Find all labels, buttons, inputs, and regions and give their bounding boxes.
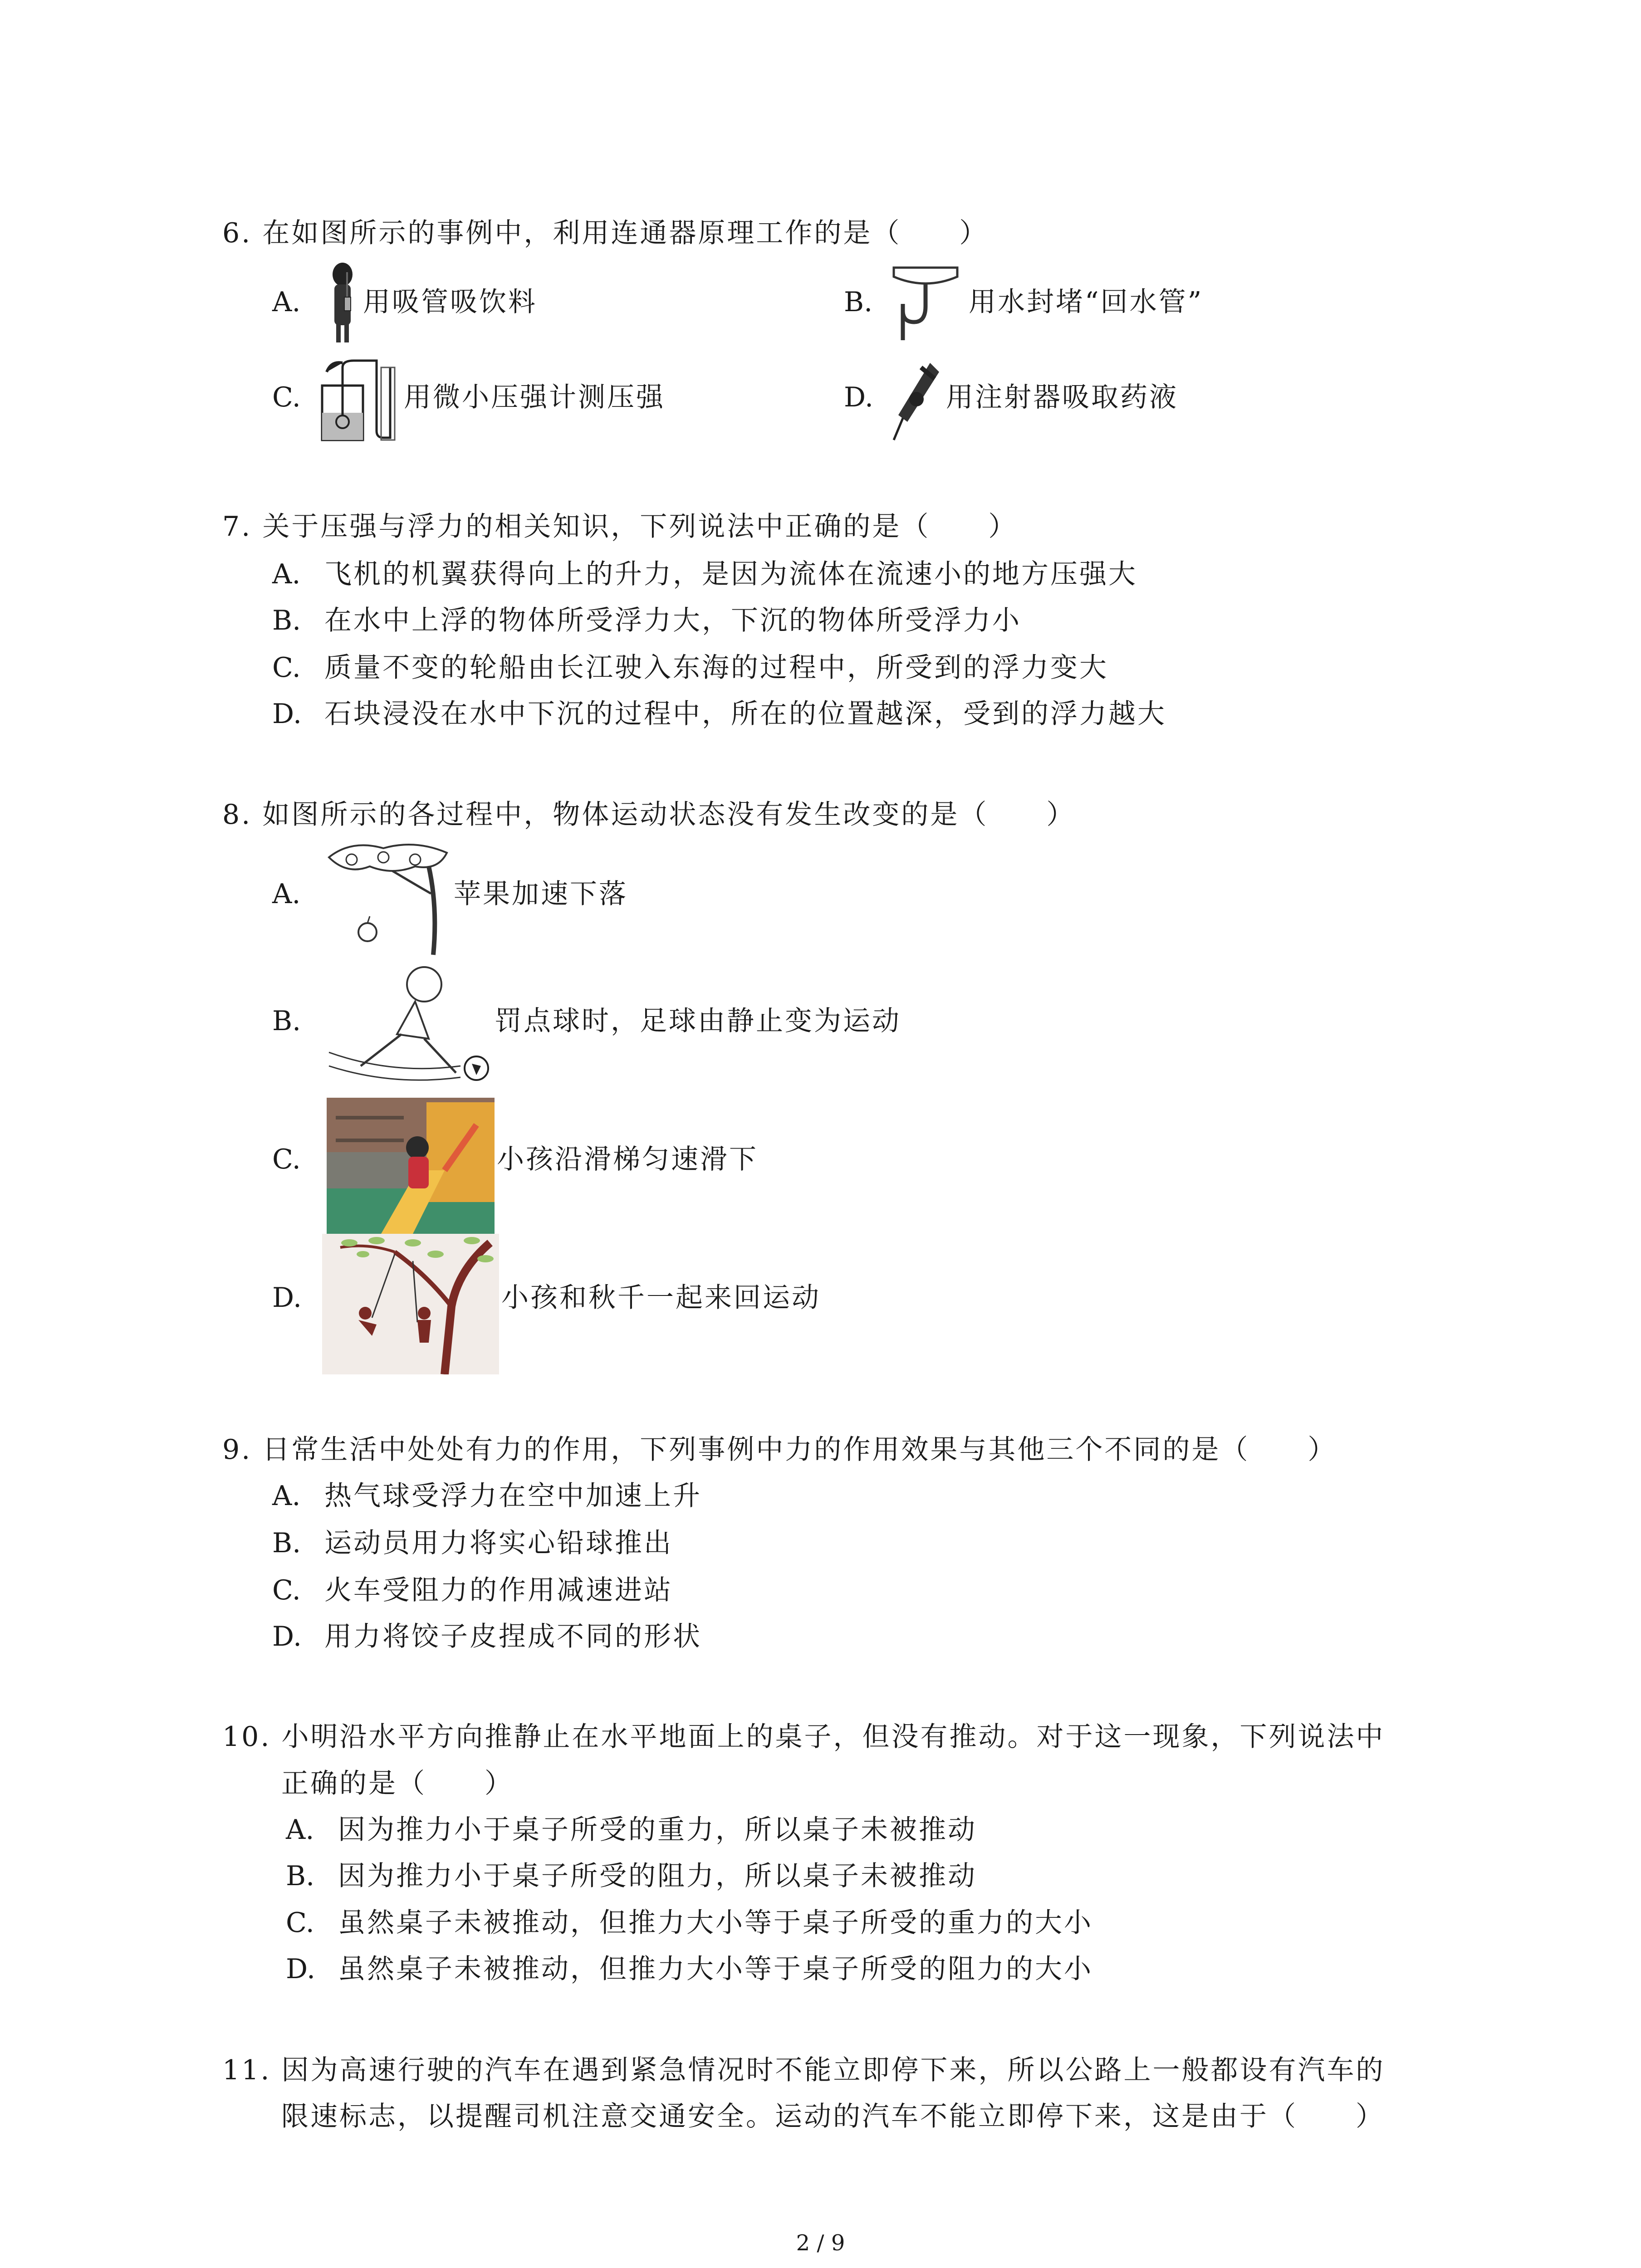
question-9-stem: 9. 日常生活中处处有力的作用，下列事例中力的作用效果与其他三个不同的是（ ） [222,1434,1337,1466]
slide-photo-icon [327,1098,495,1234]
swing-tree-icon [322,1234,499,1374]
question-6-stem: 6. 在如图所示的事例中，利用连通器原理工作的是（ ） [222,217,989,249]
pressure-gauge-icon [318,358,397,445]
q9-option-b-letter: B. [272,1527,301,1559]
q10-option-d-letter: D. [286,1953,316,1985]
question-10-stem-line2: 正确的是（ ） [281,1768,514,1799]
football-kick-icon [324,962,492,1086]
q9-option-d-text: 用力将饺子皮捏成不同的形状 [324,1621,702,1652]
q7-option-c-letter: C. [272,652,301,684]
question-11-stem-line1: 11. 因为高速行驶的汽车在遇到紧急情况时不能立即停下来，所以公路上一般都设有汽车的 [222,2054,1385,2086]
sink-trap-pipe-icon [889,263,962,342]
q10-option-a-letter: A. [286,1814,314,1846]
q8-option-b-text: 罚点球时，足球由静止变为运动 [495,1005,901,1037]
q8-option-d-text: 小孩和秋千一起来回运动 [501,1282,821,1314]
q7-option-b-text: 在水中上浮的物体所受浮力大，下沉的物体所受浮力小 [324,605,1021,636]
syringe-icon [889,358,944,445]
question-8-stem: 8. 如图所示的各过程中，物体运动状态没有发生改变的是（ ） [222,799,1076,831]
question-7-stem: 7. 关于压强与浮力的相关知识，下列说法中正确的是（ ） [222,511,1018,543]
q8-option-a-text: 苹果加速下落 [454,878,628,910]
q8-option-a-letter: A. [272,878,301,910]
question-10-stem-line1: 10. 小明沿水平方向推静止在水平地面上的桌子，但没有推动。对于这一现象，下列说法中 [222,1721,1385,1753]
q9-option-a-text: 热气球受浮力在空中加速上升 [324,1480,702,1512]
page-number: 2 / 9 [796,2230,845,2256]
q6-option-d-letter: D. [844,381,874,413]
q6-option-c-letter: C. [272,381,301,413]
q6-option-b-letter: B. [844,286,873,318]
q7-option-d-text: 石块浸没在水中下沉的过程中，所在的位置越深，受到的浮力越大 [324,698,1166,730]
q7-option-a-letter: A. [272,558,301,590]
q10-option-c-letter: C. [286,1907,314,1939]
q10-option-c-text: 虽然桌子未被推动，但推力大小等于桌子所受的重力的大小 [338,1907,1093,1939]
q9-option-c-letter: C. [272,1574,301,1606]
straw-drinking-figure-icon [324,261,361,345]
q6-option-d-text: 用注射器吸取药液 [946,381,1178,413]
q7-option-d-letter: D. [272,698,302,730]
q6-option-a-letter: A. [272,286,301,318]
q10-option-a-text: 因为推力小于桌子所受的重力，所以桌子未被推动 [338,1814,977,1846]
q7-option-b-letter: B. [272,605,301,636]
q7-option-c-text: 质量不变的轮船由长江驶入东海的过程中，所受到的浮力变大 [324,652,1108,684]
q10-option-b-letter: B. [286,1860,315,1892]
q9-option-d-letter: D. [272,1621,302,1652]
q9-option-b-text: 运动员用力将实心铅球推出 [324,1527,673,1559]
q9-option-a-letter: A. [272,1480,301,1512]
q8-option-c-letter: C. [272,1144,301,1175]
q8-option-d-letter: D. [272,1282,302,1314]
q6-option-a-text: 用吸管吸饮料 [363,286,537,318]
q7-option-a-text: 飞机的机翼获得向上的升力，是因为流体在流速小的地方压强大 [324,558,1137,590]
q6-option-c-text: 用微小压强计测压强 [404,381,665,413]
q9-option-c-text: 火车受阻力的作用减速进站 [324,1574,673,1606]
q10-option-d-text: 虽然桌子未被推动，但推力大小等于桌子所受的阻力的大小 [338,1953,1093,1985]
q8-option-c-text: 小孩沿滑梯匀速滑下 [497,1144,758,1175]
q6-option-b-text: 用水封堵“回水管” [969,286,1204,318]
q10-option-b-text: 因为推力小于桌子所受的阻力，所以桌子未被推动 [338,1860,977,1892]
q8-option-b-letter: B. [272,1005,301,1037]
apple-tree-icon [324,839,451,957]
question-11-stem-line2: 限速标志，以提醒司机注意交通安全。运动的汽车不能立即停下来，这是由于（ ） [281,2101,1385,2132]
